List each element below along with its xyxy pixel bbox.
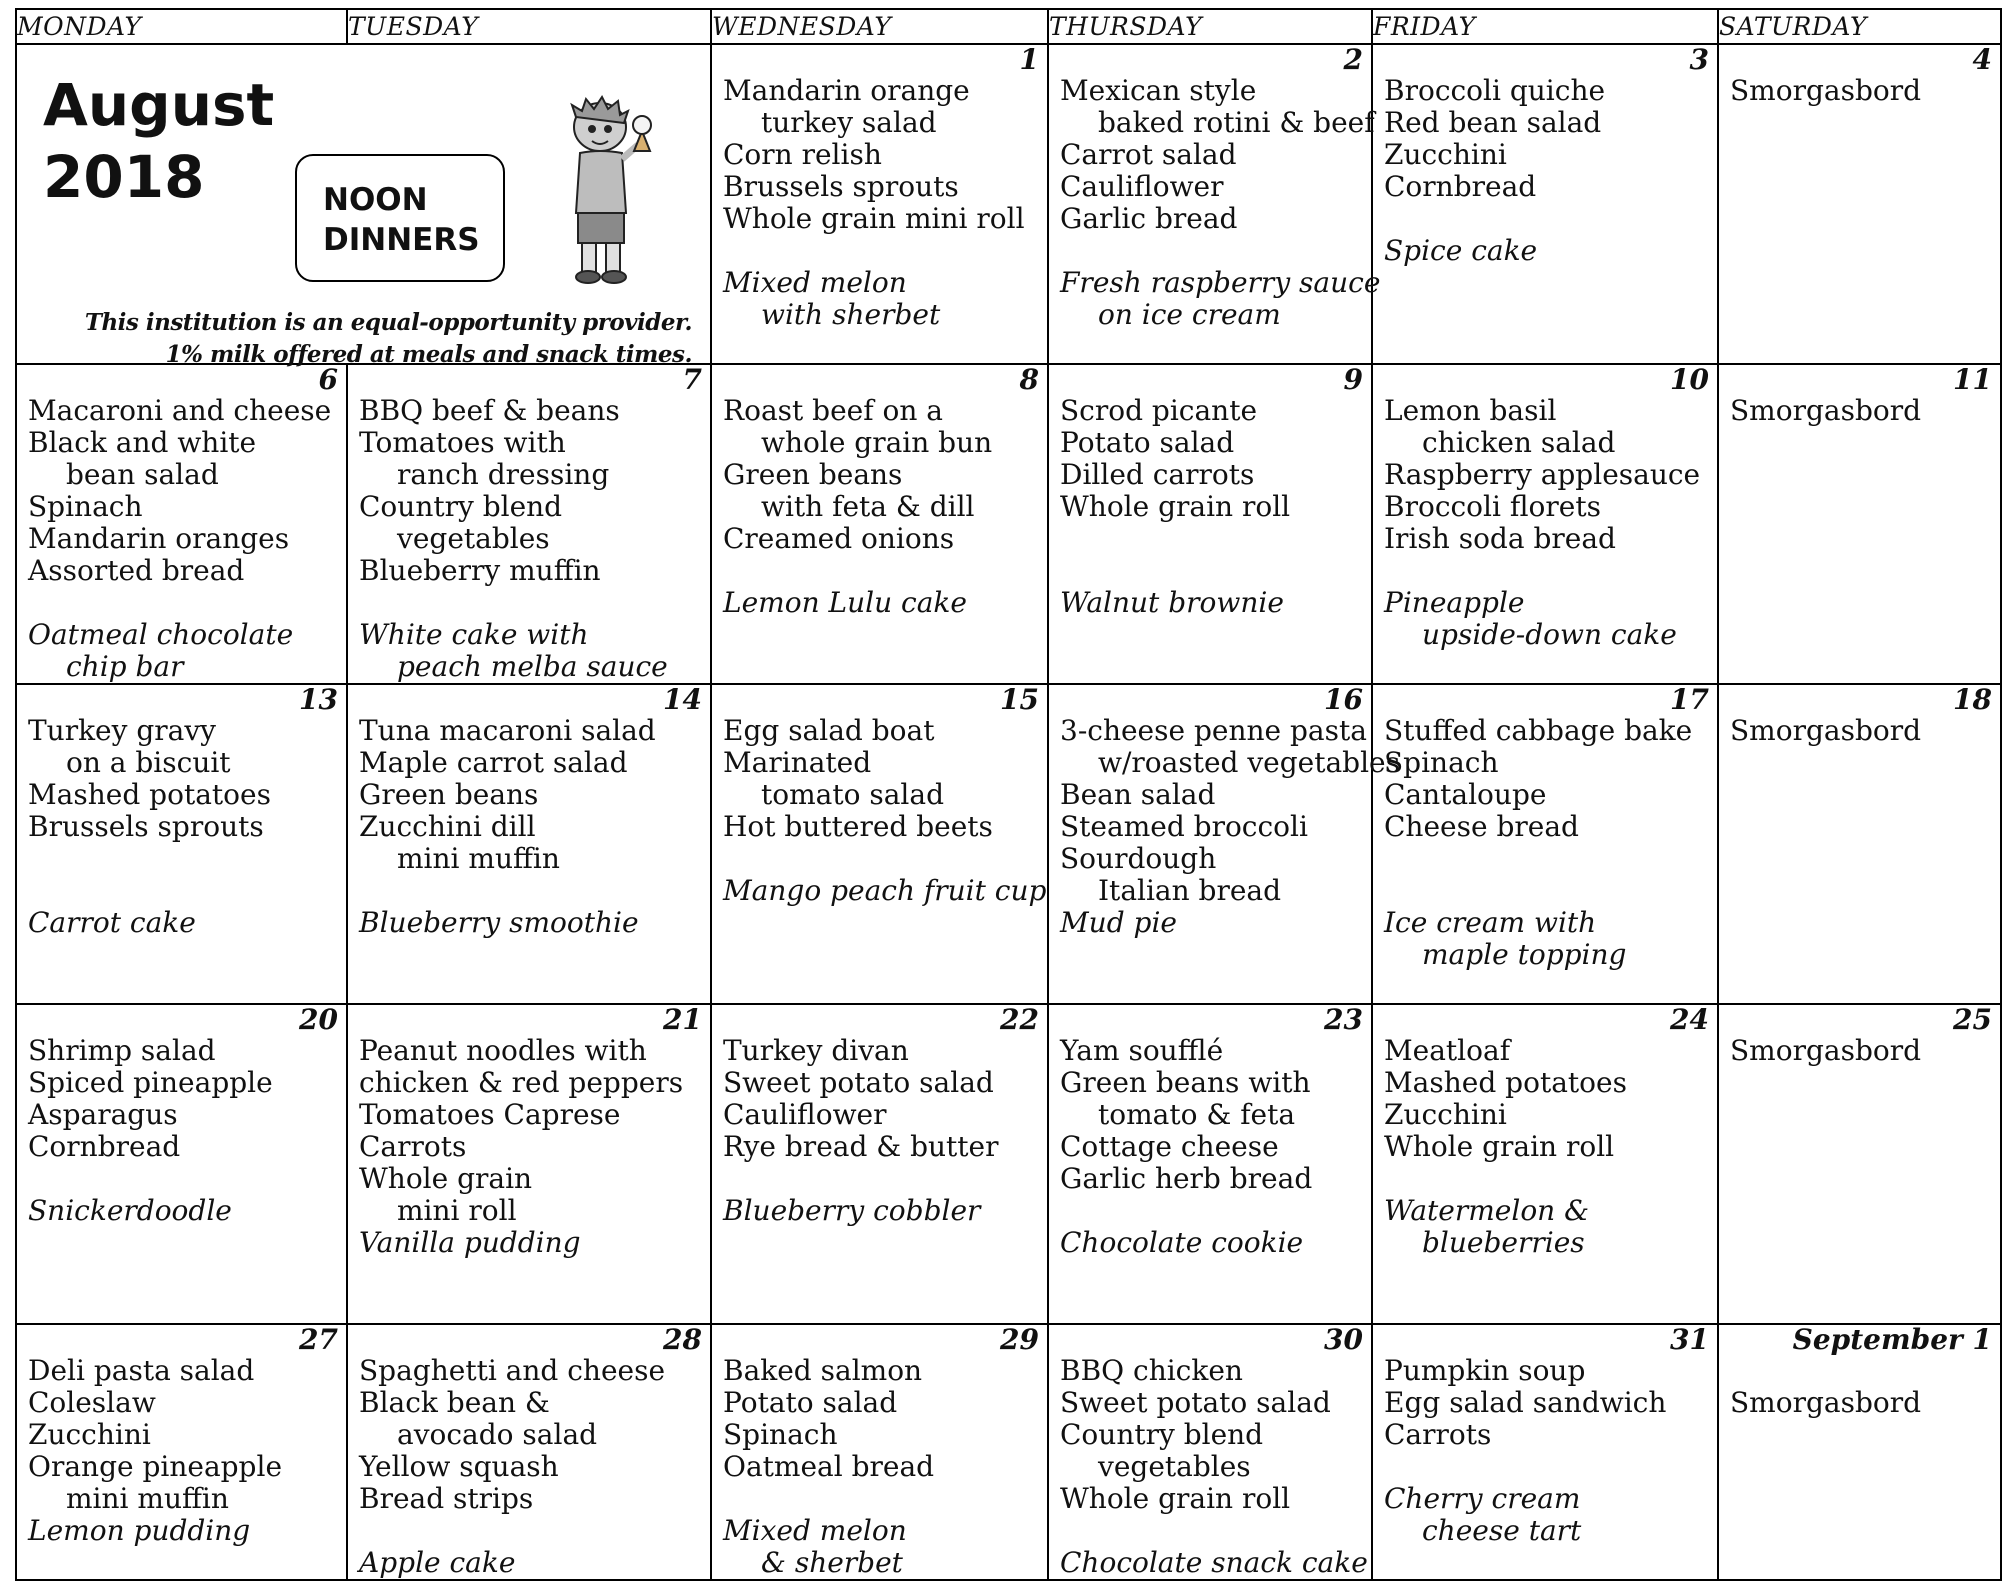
day-header-wednesday: WEDNESDAY bbox=[711, 9, 1048, 44]
spacer bbox=[723, 1483, 1039, 1515]
menu-item: Cheese bread bbox=[1384, 810, 1579, 843]
spacer bbox=[28, 1163, 338, 1195]
dessert-item: blueberries bbox=[1422, 1226, 1585, 1259]
menu-item: Potato salad bbox=[723, 1386, 898, 1419]
day-number: 2 bbox=[1343, 43, 1363, 76]
menu-item: on a biscuit bbox=[66, 746, 231, 779]
menu-item: Red bean salad bbox=[1384, 106, 1602, 139]
spacer bbox=[359, 1515, 702, 1547]
day-cell bbox=[711, 1324, 1048, 1580]
menu-item: Dilled carrots bbox=[1060, 458, 1255, 491]
day-cell bbox=[347, 1004, 711, 1324]
day-cell bbox=[711, 364, 1048, 684]
week-row bbox=[16, 1004, 2001, 1324]
menu-item: Cauliflower bbox=[1060, 170, 1224, 203]
menu-item: Stuffed cabbage bake bbox=[1384, 714, 1693, 747]
menu-item: mini roll bbox=[397, 1194, 517, 1227]
menu-item: Raspberry applesauce bbox=[1384, 458, 1701, 491]
menu-item: mini muffin bbox=[66, 1482, 229, 1515]
menu-item: Mandarin oranges bbox=[28, 522, 290, 555]
menu-item: Scrod picante bbox=[1060, 394, 1258, 427]
dessert-item: Mango peach fruit cup bbox=[723, 874, 1047, 907]
menu-item: Country blend bbox=[359, 490, 563, 523]
day-cell bbox=[16, 364, 347, 684]
dessert-item: Chocolate snack cake bbox=[1060, 1546, 1368, 1579]
menu-item: Roast beef on a bbox=[723, 394, 943, 427]
menu-item: Tomatoes with bbox=[359, 426, 566, 459]
menu-item: Whole grain roll bbox=[1384, 1130, 1615, 1163]
spacer bbox=[1384, 203, 1709, 235]
menu-item: Green beans bbox=[359, 778, 539, 811]
dessert-item: Blueberry cobbler bbox=[723, 1194, 981, 1227]
menu-item: vegetables bbox=[1098, 1450, 1251, 1483]
dessert-item: with sherbet bbox=[761, 298, 941, 331]
day-number: 10 bbox=[1670, 363, 1709, 396]
day-cell bbox=[1048, 43, 1381, 364]
menu-item: bean salad bbox=[66, 458, 219, 491]
month-year-title bbox=[43, 69, 274, 213]
menu-item: Potato salad bbox=[1060, 426, 1235, 459]
spacer bbox=[28, 875, 338, 907]
day-header-saturday: SATURDAY bbox=[1718, 9, 2001, 44]
week-row bbox=[16, 44, 2001, 364]
day-header-thursday: THURSDAY bbox=[1048, 9, 1372, 44]
dessert-item: Chocolate cookie bbox=[1060, 1226, 1304, 1259]
menu-item: Whole grain mini roll bbox=[723, 202, 1025, 235]
spacer bbox=[1060, 523, 1363, 555]
spacer bbox=[28, 587, 338, 619]
menu-item: Broccoli quiche bbox=[1384, 74, 1606, 107]
menu-item: Zucchini bbox=[1384, 1098, 1507, 1131]
provider-note-line-2: 1% milk offered at meals and snack times. bbox=[165, 341, 692, 368]
menu-item: Broccoli florets bbox=[1384, 490, 1601, 523]
menu-item: Pumpkin soup bbox=[1384, 1354, 1586, 1387]
day-number: 28 bbox=[663, 1323, 702, 1356]
menu-item: Carrot salad bbox=[1060, 138, 1237, 171]
day-number: 21 bbox=[663, 1003, 702, 1036]
day-number: 23 bbox=[1324, 1003, 1363, 1036]
dessert-item: Snickerdoodle bbox=[28, 1194, 232, 1227]
spacer bbox=[1384, 875, 1709, 907]
menu-item: Smorgasbord bbox=[1730, 1386, 1922, 1419]
menu-item: Spiced pineapple bbox=[28, 1066, 273, 1099]
menu-item: Spinach bbox=[28, 490, 143, 523]
day-number: 3 bbox=[1689, 43, 1709, 76]
menu-item: Black and white bbox=[28, 426, 257, 459]
day-cell bbox=[347, 684, 711, 1004]
menu-item: Cauliflower bbox=[723, 1098, 887, 1131]
noon-dinners-badge bbox=[295, 154, 505, 282]
menu-item: Marinated bbox=[723, 746, 872, 779]
dessert-item: Blueberry smoothie bbox=[359, 906, 639, 939]
menu-item: Cornbread bbox=[1384, 170, 1537, 203]
menu-item: Smorgasbord bbox=[1730, 1034, 1922, 1067]
menu-item: Cottage cheese bbox=[1060, 1130, 1279, 1163]
menu-item: Asparagus bbox=[28, 1098, 178, 1131]
menu-item: Mashed potatoes bbox=[28, 778, 271, 811]
menu-item: w/roasted vegetables bbox=[1098, 746, 1400, 779]
menu-item: Meatloaf bbox=[1384, 1034, 1511, 1067]
spacer bbox=[359, 587, 702, 619]
menu-item: Zucchini bbox=[1384, 138, 1507, 171]
day-cell bbox=[1372, 44, 1718, 364]
day-cell bbox=[1718, 44, 2001, 364]
menu-item: Deli pasta salad bbox=[28, 1354, 255, 1387]
menu-item: Zucchini dill bbox=[359, 810, 536, 843]
spacer bbox=[723, 555, 1039, 587]
dessert-item: Watermelon & bbox=[1384, 1194, 1590, 1227]
dessert-item: Oatmeal chocolate bbox=[28, 618, 294, 651]
day-cell bbox=[1718, 1004, 2001, 1324]
dessert-item: Lemon Lulu cake bbox=[723, 586, 967, 619]
menu-item: Macaroni and cheese bbox=[28, 394, 332, 427]
menu-item: Peanut noodles with bbox=[359, 1034, 647, 1067]
dessert-item: peach melba sauce bbox=[397, 650, 668, 683]
menu-item: Green beans bbox=[723, 458, 903, 491]
dessert-item: Carrot cake bbox=[28, 906, 196, 939]
menu-item: Rye bread & butter bbox=[723, 1130, 999, 1163]
menu-item: tomato salad bbox=[761, 778, 944, 811]
spacer bbox=[1730, 1355, 1992, 1387]
spacer bbox=[1384, 1163, 1709, 1195]
day-number: 16 bbox=[1324, 683, 1363, 716]
day-number: September 1 bbox=[1792, 1323, 1992, 1356]
menu-item: Irish soda bread bbox=[1384, 522, 1616, 555]
day-cell bbox=[711, 44, 1048, 364]
menu-item: Shrimp salad bbox=[28, 1034, 216, 1067]
menu-item: Baked salmon bbox=[723, 1354, 923, 1387]
menu-item: Spinach bbox=[723, 1418, 838, 1451]
day-number: 14 bbox=[663, 683, 702, 716]
day-cell bbox=[16, 684, 347, 1004]
menu-item: Zucchini bbox=[28, 1418, 151, 1451]
year-label: 2018 bbox=[43, 143, 205, 211]
day-cell bbox=[16, 1324, 347, 1580]
dessert-item: chip bar bbox=[66, 650, 184, 683]
badge-line-1: NOON bbox=[323, 182, 428, 218]
menu-item: Sweet potato salad bbox=[723, 1066, 994, 1099]
menu-item: Cornbread bbox=[28, 1130, 181, 1163]
dessert-item: Lemon pudding bbox=[28, 1514, 251, 1547]
provider-note bbox=[85, 307, 692, 371]
menu-item: 3-cheese penne pasta bbox=[1060, 714, 1367, 747]
dessert-item: Cherry cream bbox=[1384, 1482, 1581, 1515]
child-with-ice-cream-icon bbox=[562, 95, 652, 285]
menu-item: Spinach bbox=[1384, 746, 1499, 779]
menu-item: chicken & red peppers bbox=[359, 1066, 684, 1099]
day-header-tuesday: TUESDAY bbox=[347, 9, 711, 44]
menu-item: Maple carrot salad bbox=[359, 746, 628, 779]
menu-item: Egg salad boat bbox=[723, 714, 935, 747]
dessert-item: cheese tart bbox=[1422, 1514, 1582, 1547]
day-number: 17 bbox=[1670, 683, 1709, 716]
menu-item: Sourdough bbox=[1060, 842, 1217, 875]
day-cell bbox=[347, 1324, 711, 1580]
dessert-item: maple topping bbox=[1422, 938, 1627, 971]
day-cell bbox=[1048, 1324, 1372, 1580]
menu-item: Egg salad sandwich bbox=[1384, 1386, 1667, 1419]
day-number: 8 bbox=[1019, 363, 1039, 396]
menu-item: Smorgasbord bbox=[1730, 394, 1922, 427]
day-cell bbox=[1718, 1324, 2001, 1580]
menu-item: Assorted bread bbox=[28, 554, 245, 587]
menu-item: Lemon basil bbox=[1384, 394, 1557, 427]
spacer bbox=[359, 875, 702, 907]
day-number: 20 bbox=[299, 1003, 338, 1036]
dessert-item: on ice cream bbox=[1098, 298, 1281, 331]
day-number: 9 bbox=[1343, 363, 1363, 396]
weekday-header-row bbox=[16, 9, 2001, 44]
menu-item: Yam soufflé bbox=[1060, 1034, 1224, 1067]
day-cell bbox=[1048, 364, 1372, 684]
spacer bbox=[28, 843, 338, 875]
menu-item: whole grain bun bbox=[761, 426, 993, 459]
spacer bbox=[723, 843, 1039, 875]
spacer bbox=[723, 235, 1039, 267]
menu-item: ranch dressing bbox=[397, 458, 610, 491]
menu-item: Hot buttered beets bbox=[723, 810, 993, 843]
spacer bbox=[723, 1163, 1039, 1195]
menu-item: Coleslaw bbox=[28, 1386, 156, 1419]
menu-item: mini muffin bbox=[397, 842, 560, 875]
dessert-item: Walnut brownie bbox=[1060, 586, 1284, 619]
day-cell bbox=[1372, 1004, 1718, 1324]
dessert-item: & sherbet bbox=[761, 1546, 903, 1579]
day-cell bbox=[1372, 684, 1718, 1004]
menu-item: Cantaloupe bbox=[1384, 778, 1547, 811]
spacer bbox=[1384, 843, 1709, 875]
calendar-header-block bbox=[16, 44, 711, 368]
menu-item: Whole grain roll bbox=[1060, 490, 1291, 523]
menu-item: Steamed broccoli bbox=[1060, 810, 1308, 843]
menu-item: Mexican style bbox=[1060, 74, 1257, 107]
day-header-monday: MONDAY bbox=[16, 9, 347, 44]
menu-item: chicken salad bbox=[1422, 426, 1616, 459]
day-number: 24 bbox=[1670, 1003, 1709, 1036]
menu-item: vegetables bbox=[397, 522, 550, 555]
menu-item: Mandarin orange bbox=[723, 74, 970, 107]
badge-line-2: DINNERS bbox=[323, 222, 480, 258]
dessert-item: Fresh raspberry sauce bbox=[1060, 266, 1381, 299]
menu-item: Smorgasbord bbox=[1730, 74, 1922, 107]
day-cell bbox=[1372, 1324, 1718, 1580]
menu-item: Blueberry muffin bbox=[359, 554, 601, 587]
spacer bbox=[1060, 555, 1363, 587]
menu-item: Whole grain bbox=[359, 1162, 533, 1195]
day-number: 27 bbox=[299, 1323, 338, 1356]
day-cell bbox=[347, 364, 711, 684]
month-label: August bbox=[43, 71, 275, 139]
menu-item: Green beans with bbox=[1060, 1066, 1311, 1099]
dessert-item: Vanilla pudding bbox=[359, 1226, 581, 1259]
menu-item: turkey salad bbox=[761, 106, 937, 139]
day-number: 11 bbox=[1953, 363, 1992, 396]
menu-item: baked rotini & beef bbox=[1098, 106, 1375, 139]
menu-item: with feta & dill bbox=[761, 490, 975, 523]
day-number: 18 bbox=[1953, 683, 1992, 716]
menu-item: Whole grain roll bbox=[1060, 1482, 1291, 1515]
dessert-item: Spice cake bbox=[1384, 234, 1538, 267]
menu-item: Creamed onions bbox=[723, 522, 955, 555]
menu-item: Sweet potato salad bbox=[1060, 1386, 1331, 1419]
day-cell bbox=[1048, 1004, 1372, 1324]
day-number: 6 bbox=[318, 363, 338, 396]
menu-item: Tuna macaroni salad bbox=[359, 714, 656, 747]
menu-item: Garlic herb bread bbox=[1060, 1162, 1313, 1195]
menu-item: Black bean & bbox=[359, 1386, 550, 1419]
day-cell bbox=[1718, 684, 2001, 1004]
menu-item: Brussels sprouts bbox=[28, 810, 264, 843]
menu-item: Country blend bbox=[1060, 1418, 1264, 1451]
day-cell bbox=[1718, 364, 2001, 684]
spacer bbox=[1060, 1195, 1363, 1227]
day-header-friday: FRIDAY bbox=[1372, 9, 1718, 44]
dessert-item: White cake with bbox=[359, 618, 589, 651]
spacer bbox=[1060, 1515, 1363, 1547]
menu-item: Oatmeal bread bbox=[723, 1450, 935, 1483]
menu-calendar bbox=[15, 8, 2002, 1581]
provider-note-line-1: This institution is an equal-opportunity provider. bbox=[84, 309, 692, 336]
menu-item: Yellow squash bbox=[359, 1450, 559, 1483]
day-cell bbox=[711, 1004, 1048, 1324]
menu-item: tomato & feta bbox=[1098, 1098, 1296, 1131]
day-number: 15 bbox=[1000, 683, 1039, 716]
dessert-item: Apple cake bbox=[359, 1546, 516, 1579]
week-row bbox=[16, 364, 2001, 684]
menu-item: Carrots bbox=[359, 1130, 467, 1163]
menu-item: Corn relish bbox=[723, 138, 882, 171]
menu-item: Italian bread bbox=[1098, 874, 1282, 907]
dessert-item: Ice cream with bbox=[1384, 906, 1597, 939]
menu-item: Bread strips bbox=[359, 1482, 534, 1515]
spacer bbox=[1060, 235, 1363, 267]
menu-item: BBQ chicken bbox=[1060, 1354, 1243, 1387]
dessert-item: Mixed melon bbox=[723, 1514, 907, 1547]
dessert-item: upside-down cake bbox=[1422, 618, 1677, 651]
menu-item: Smorgasbord bbox=[1730, 714, 1922, 747]
day-number: 13 bbox=[299, 683, 338, 716]
day-number: 29 bbox=[1000, 1323, 1039, 1356]
day-number: 4 bbox=[1972, 43, 1992, 76]
dessert-item: Pineapple bbox=[1384, 586, 1525, 619]
day-number: 25 bbox=[1953, 1003, 1992, 1036]
menu-item: Bean salad bbox=[1060, 778, 1216, 811]
day-cell bbox=[711, 684, 1048, 1004]
dessert-item: Mixed melon bbox=[723, 266, 907, 299]
day-number: 7 bbox=[682, 363, 702, 396]
menu-item: Carrots bbox=[1384, 1418, 1492, 1451]
menu-item: avocado salad bbox=[397, 1418, 598, 1451]
day-cell bbox=[1048, 683, 1400, 1004]
menu-item: Orange pineapple bbox=[28, 1450, 283, 1483]
menu-item: Garlic bread bbox=[1060, 202, 1238, 235]
day-cell bbox=[16, 1004, 347, 1324]
menu-item: Brussels sprouts bbox=[723, 170, 959, 203]
menu-item: Mashed potatoes bbox=[1384, 1066, 1627, 1099]
day-number: 30 bbox=[1324, 1323, 1363, 1356]
menu-item: Turkey gravy bbox=[28, 714, 216, 747]
day-number: 22 bbox=[1000, 1003, 1039, 1036]
day-cell bbox=[1372, 364, 1718, 684]
menu-item: BBQ beef & beans bbox=[359, 394, 620, 427]
spacer bbox=[1384, 1451, 1709, 1483]
day-number: 1 bbox=[1019, 43, 1039, 76]
week-row bbox=[16, 684, 2001, 1004]
menu-item: Tomatoes Caprese bbox=[359, 1098, 621, 1131]
week-row bbox=[16, 1324, 2001, 1580]
day-number: 31 bbox=[1670, 1323, 1709, 1356]
spacer bbox=[1384, 555, 1709, 587]
menu-item: Spaghetti and cheese bbox=[359, 1354, 666, 1387]
dessert-item: Mud pie bbox=[1060, 906, 1177, 939]
menu-item: Turkey divan bbox=[723, 1034, 909, 1067]
